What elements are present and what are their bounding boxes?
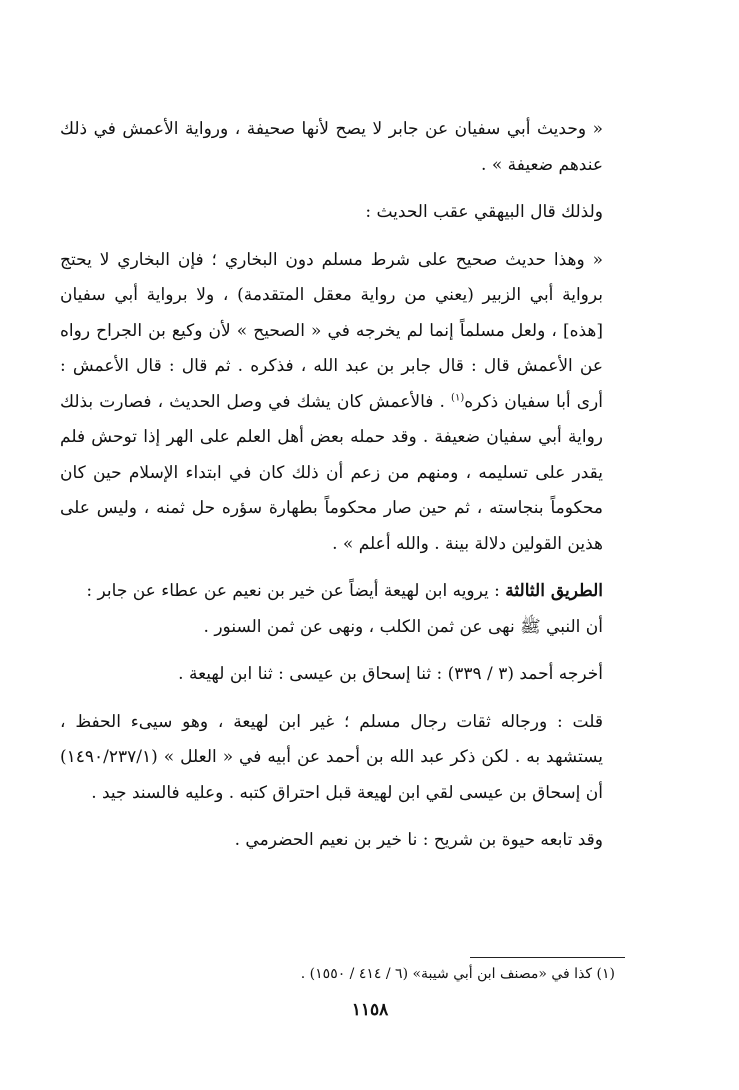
third-route-heading: الطريق الثالثة bbox=[505, 581, 603, 601]
intro-line: ولذلك قال البيهقي عقب الحديث : bbox=[365, 202, 603, 222]
footnote-marker: (١) bbox=[451, 391, 465, 403]
hadith-text: أن النبي ﷺ نهى عن ثمن الكلب ، ونهى عن ثمن السنور . bbox=[203, 616, 603, 637]
third-route-text: : يرويه ابن لهيعة أيضاً عن خير بن نعيم عن عطاء عن جابر : bbox=[86, 581, 500, 601]
quote-paragraph: « وحديث أبي سفيان عن جابر لا يصح لأنها صحيفة ، ورواية الأعمش في ذلك عندهم ضعيفة » . bbox=[60, 119, 603, 175]
footnote: (١) كذا في «مصنف ابن أبي شيبة» (٦ / ٤١٤ / ١٥٥٠) . bbox=[300, 966, 615, 982]
bayhaqi-quote: « وهذا حديث صحيح على شرط مسلم دون البخاري ؛ فإن البخاري لا يحتج برواية أبي الزبير (يعني من رواية معقل المتقدمة) ، ولا برواية أبي سفيان [هذه] ، ولعل مسلماً إنما لم يخرجه في « الصحيح » لأن وكيع بن الجراح رواه عن الأعمش قال : قال جابر بن عبد الله ، فذكره . ثم قال : قال الأعمش : أرى أبا سفيان ذكره$^{(١)}$ . فالأعمش كان يشك في وصل الحديث ، فصارت بذلك رواية أبي سفيان ضعيفة . وقد حمله بعض أهل العلم على الهر إذا توحش فلم يقدر على تسليمه ، ومنهم من زعم أن ذلك كان في ابتداء الإسلام حين كان محكوماً بنجاسته ، ثم حين صار محكوماً بطهارة سؤره حل ثمنه ، وليس على هذين القولين دلالة بينة . والله أعلم » . bbox=[60, 249, 603, 554]
footnote-divider bbox=[470, 957, 625, 958]
page-number: ١١٥٨ bbox=[351, 1000, 389, 1020]
third-route-paragraph bbox=[60, 574, 615, 610]
comment-paragraph: قلت : ورجاله ثقات رجال مسلم ؛ غير ابن لهيعة ، وهو سيىء الحفظ ، يستشهد به . لكن ذكر عبد الله بن أحمد عن أبيه في « العلل » (١٤٩٠/٢٣٧/١) أن إسحاق بن عيسى لقي ابن لهيعة قبل احتراق كتبه . وعليه فالسند جيد . bbox=[60, 711, 603, 803]
mutabaa-line: وقد تابعه حيوة بن شريح : نا خير بن نعيم الحضرمي . bbox=[234, 830, 603, 850]
bayhaqi-quote-text: « وهذا حديث صحيح على شرط مسلم دون البخاري ؛ فإن البخاري لا يحتج برواية أبي الزبير (يعني من رواية معقل المتقدمة) ، ولا برواية أبي سفيان [هذه] ، ولعل مسلماً إنما لم يخرجه في « الصحيح » لأن وكيع بن الجراح رواه عن الأعمش قال : قال جابر بن عبد الله ، فذكره . ثم قال : قال الأعمش : أرى أبا سفيان ذكره bbox=[60, 249, 603, 412]
takhrij-line: أخرجه أحمد (٣ / ٣٣٩) : ثنا إسحاق بن عيسى : ثنا ابن لهيعة . bbox=[178, 664, 603, 684]
bayhaqi-quote-continued: فالأعمش كان يشك في وصل الحديث ، فصارت بذلك رواية أبي سفيان ضعيفة . وقد حمله بعض أهل العلم على الهر إذا توحش فلم يقدر على تسليمه ، ومنهم من زعم أن ذلك كان في ابتداء الإسلام حين كان محكوماً بنجاسته ، ثم حين صار محكوماً بطهارة سؤره حل ثمنه ، وليس على هذين القولين دلالة بينة . والله أعلم » . bbox=[60, 391, 603, 554]
page-body bbox=[60, 112, 615, 859]
